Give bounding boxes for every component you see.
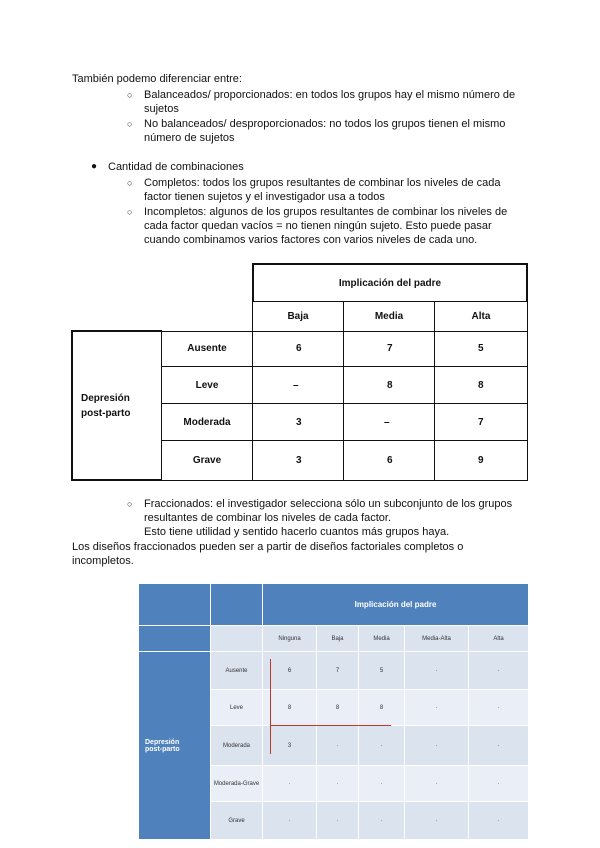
table1-cell: 5 [478,343,484,354]
table2-row-label: Grave [211,801,263,839]
table1-col-media: Media [374,311,404,322]
table1-row-label: Leve [195,379,219,391]
table2-row-label: Moderada-Grave [211,765,263,801]
table2-cell: 7 [317,651,359,689]
table2-col: Ninguna [263,625,317,651]
table2-red-vertical [270,659,271,754]
table2-cell: · [405,765,469,801]
intro-text: También podemo diferenciar entre: [72,73,242,85]
table2-cell: 8 [263,689,317,725]
table1-cell: – [293,379,299,391]
table1-row-label: Ausente [187,343,227,354]
table2-cell: · [359,765,405,801]
table2-corner [211,625,263,651]
table2-cell: · [263,801,317,839]
hollow-bullet-icon: ○ [127,90,133,100]
table1-cell: 8 [387,379,393,391]
table2-cell: · [469,765,528,801]
table2-row-label: Ausente [211,651,263,689]
table2-row-group-line2: post-parto [145,745,180,753]
table2-cell: 5 [359,651,405,689]
fraccionados-line1: Fraccionados: el investigador selecciona sólo un subconjunto de los grupos [144,498,513,510]
table2-cell: · [317,725,359,765]
table1-col-baja: Baja [287,311,309,322]
table2-cell: · [317,801,359,839]
table2-col: Alta [469,625,528,651]
fraccionados-line2: resultantes de combinar los niveles de cada factor. [144,512,392,524]
table2-corner [211,584,263,625]
table2-red-horizontal [270,725,391,726]
table2-cell: 3 [263,725,317,765]
list2-item1-line2: factor tienen sujetos y el investigador usa a todos [144,191,385,203]
table1-cell: 7 [478,416,484,428]
list1-item1-line2: sujetos [144,103,179,115]
table2-cell: · [405,725,469,765]
table1-cell: 6 [296,343,302,354]
fraccionados-line3: Esto tiene utilidad y sentido hacerlo cuantos más grupos haya. [144,526,450,538]
table2-row-label: Leve [211,689,263,725]
closing-line1: Los diseños fraccionados pueden ser a partir de diseños factoriales completos o [72,541,464,553]
table2-cell: 8 [317,689,359,725]
hollow-bullet-icon: ○ [127,178,133,188]
table1-row-group-line1: Depresión [81,392,130,404]
table2-col: Baja [317,625,359,651]
list1-item2-line2: número de sujetos [144,132,235,144]
table1-col-alta: Alta [471,311,491,322]
table2-cell: · [359,801,405,839]
list1-item2-line1: No balanceados/ desproporcionados: no todos los grupos tienen el mismo [144,118,506,130]
table2-cell: 6 [263,651,317,689]
section-bullet-text: Cantidad de combinaciones [108,161,244,173]
table1-row-label: Moderada [183,416,231,428]
table1-cell: 9 [478,455,484,466]
hollow-bullet-icon: ○ [127,207,133,217]
table1-row-label: Grave [192,455,222,466]
table2-cell: · [317,765,359,801]
table2-cell: · [405,651,469,689]
table2-corner [139,625,211,651]
list2-item2-line2: cada factor quedan vacíos = no tienen ningún sujeto. Esto puede pasar [144,220,492,232]
filled-bullet-icon: ● [91,161,98,172]
table1-row-group [73,332,161,479]
table2-row-group [139,651,211,839]
table2-header: Implicación del padre [263,584,528,625]
table2-corner [139,584,211,625]
table2-cell: · [359,725,405,765]
table2-row-label: Moderada [211,725,263,765]
list1-item1-line1: Balanceados/ proporcionados: en todos los grupos hay el mismo número de [144,89,516,101]
table2-cell: · [469,651,528,689]
table2-col: Media [359,625,405,651]
table1-cell: 7 [387,343,393,354]
list2-item2-line3: cuando combinamos varios factores con varios niveles de cada uno. [144,234,478,246]
table1-cell: 3 [296,416,302,428]
list2-item2-line1: Incompletos: algunos de los grupos resultantes de combinar los niveles de [144,206,508,218]
table2 [139,584,528,839]
table2-cell: · [405,801,469,839]
table1-header: Implicación del padre [338,277,442,289]
table2-col: Media-Alta [405,625,469,651]
table1-cell: – [384,416,390,428]
table1-cell: 8 [478,379,484,391]
table2-cell: · [405,689,469,725]
table2-cell: · [469,801,528,839]
table2-row-group-line1: Depresión [145,738,180,746]
table2-cell: · [469,689,528,725]
closing-line2: incompletos. [72,555,134,567]
table1-cell: 6 [387,455,393,466]
hollow-bullet-icon: ○ [127,499,133,509]
table2-cell: · [263,765,317,801]
table1-cell: 3 [296,455,302,466]
table2-cell: 8 [359,689,405,725]
list2-item1-line1: Completos: todos los grupos resultantes de combinar los niveles de cada [144,177,501,189]
table2-cell: · [469,725,528,765]
hollow-bullet-icon: ○ [127,119,133,129]
table1-row-group-line2: post-parto [81,407,131,419]
